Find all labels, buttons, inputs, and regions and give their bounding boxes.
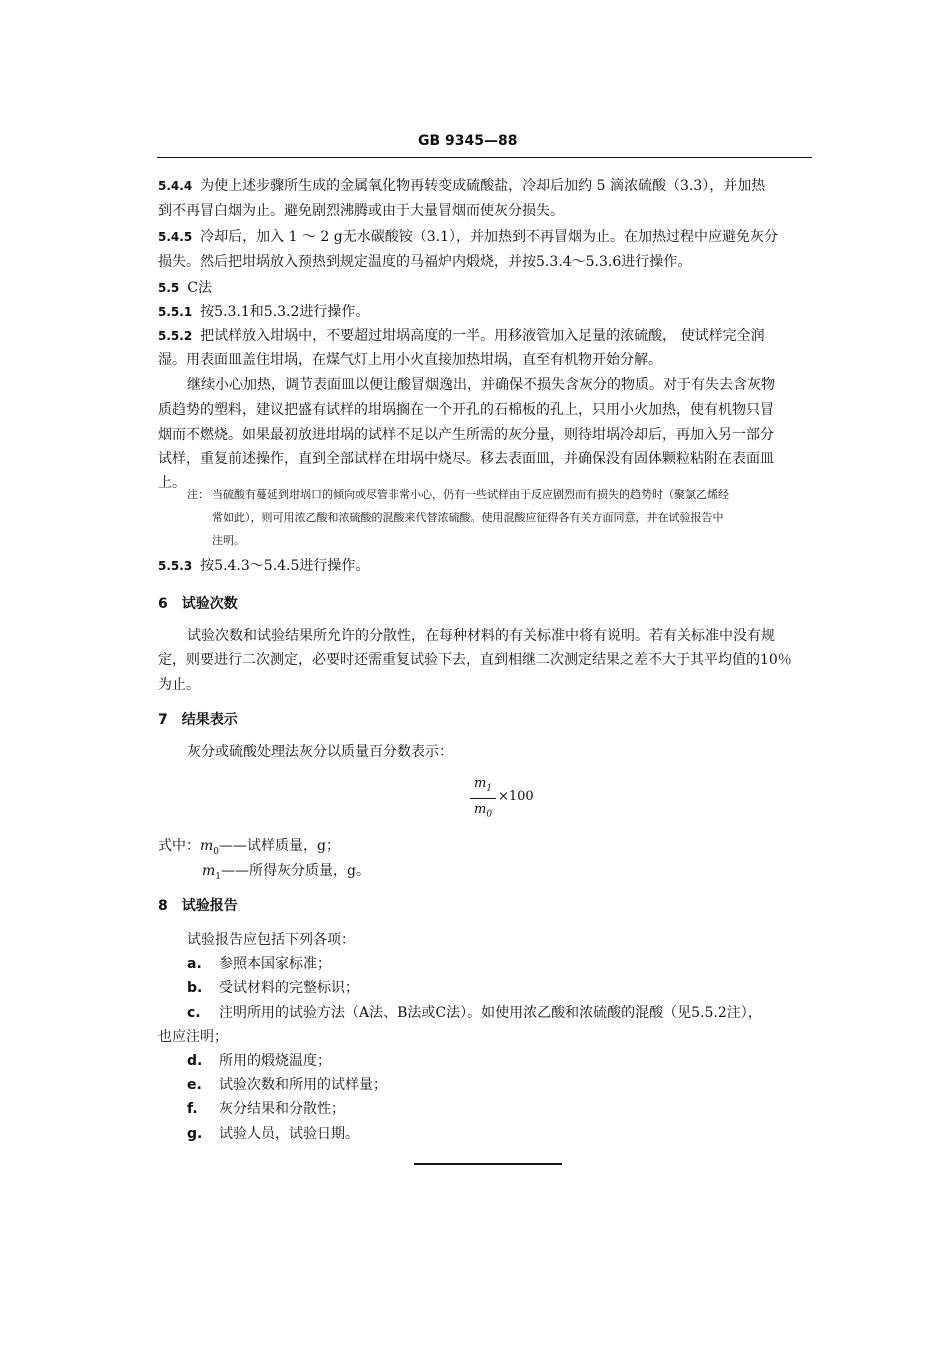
section-title: C法: [187, 280, 212, 296]
where-line-1: 式中：$m_0——$试样质量，g；: [158, 838, 340, 857]
paragraph-line: 灰分或硫酸处理法灰分以质量百分数表示：: [187, 744, 453, 760]
paragraph-line: 试验报告应包括下列各项：: [187, 932, 355, 948]
variable-description: ——所得灰分质量，g。: [221, 863, 370, 879]
formula-multiplier: ×100: [498, 789, 534, 804]
list-item: c. 注明所用的试验方法（A法、B法或C法）。如使用浓乙酸和浓硫酸的混酸（见5.5.2注），: [187, 1005, 762, 1021]
list-item: e. 试验次数和所用的试样量；: [187, 1077, 387, 1093]
section-5-5-2-line2: 湿。用表面皿盖住坩埚，在煤气灯上用小火直接加热坩埚，直至有机物开始分解。: [158, 352, 662, 368]
paragraph-line: 上。: [158, 475, 186, 491]
section-number: 6: [158, 596, 168, 612]
section-title: 试验次数: [181, 596, 238, 612]
paragraph-line: 质趋势的塑料，建议把盛有试样的坩埚搁在一个开孔的石棉板的孔上，只用小火加热，使有机物只冒: [158, 402, 774, 418]
formula-numerator: $m_1$: [474, 776, 493, 794]
section-5-5-3: [158, 556, 369, 576]
formula: [466, 776, 546, 822]
list-item: g. 试验人员，试验日期。: [187, 1126, 359, 1142]
note-label: 注：: [187, 488, 209, 501]
paragraph-line: 试样，重复前述操作，直到全部试样在坩埚中烧尽。移去表面皿，并确保没有固体颗粒粘附在表面皿: [158, 451, 774, 467]
section-number: 5.4.5: [158, 230, 193, 244]
section-number: 5.5: [158, 281, 180, 295]
section-5-4-4-line1: [158, 176, 765, 196]
section-text: 为使上述步骤所生成的金属氧化物再转变成硫酸盐，冷却后加约 5 滴浓硫酸（3.3），并加热: [200, 178, 766, 194]
fraction-bar: [470, 798, 496, 799]
section-text: 按5.4.3～5.4.5进行操作。: [200, 558, 370, 574]
section-title: 试验报告: [181, 898, 238, 914]
end-rule: [414, 1163, 562, 1165]
section-8-heading: [158, 896, 238, 916]
where-line-2: $m_1——$所得灰分质量，g。: [202, 863, 370, 882]
section-6-heading: [158, 594, 238, 614]
list-item: d. 所用的煅烧温度；: [187, 1053, 331, 1069]
section-5-5-2-line1: [158, 326, 765, 346]
section-number: 5.5.3: [158, 559, 193, 573]
section-number: 5.5.1: [158, 305, 193, 319]
paragraph-line: 烟而不燃烧。如果最初放进坩埚的试样不足以产生所需的灰分量，则待坩埚冷却后，再加入另一部分: [158, 427, 774, 443]
section-number: 7: [158, 712, 168, 728]
paragraph-line: 为止。: [158, 677, 200, 693]
section-text: 按5.3.1和5.3.2进行操作。: [200, 304, 370, 320]
formula-denominator: $m_0$: [474, 802, 493, 820]
variable: m: [202, 863, 216, 879]
section-text: 冷却后，加入 1 ～ 2 g无水碳酸铵（3.1），并加热到不再冒烟为止。在加热过程中应避免灰分: [200, 229, 779, 245]
standard-code: GB 9345—88: [418, 133, 518, 149]
note-line: 当硫酸有蔓延到坩埚口的倾向或尽管非常小心，仍有一些试样由于反应剧烈而有损失的趋势时（聚氯乙烯经: [212, 488, 729, 501]
variable: m: [200, 838, 214, 854]
section-5-4-4-line2: 到不再冒白烟为止。避免剧烈沸腾或由于大量冒烟而使灰分损失。: [158, 203, 564, 219]
section-text: 把试样放入坩埚中，不要超过坩埚高度的一半。用移液管加入足量的浓硫酸， 使试样完全润: [200, 328, 765, 344]
paragraph-line: 定，则要进行二次测定，必要时还需重复试验下去，直到相继二次测定结果之差不大于其平均值的10％: [158, 652, 792, 668]
section-5-4-5-line1: [158, 227, 778, 247]
section-5-5-heading: [158, 278, 212, 298]
section-7-heading: [158, 710, 238, 730]
section-5-5-1: [158, 302, 369, 322]
where-label: 式中：: [158, 838, 200, 854]
paragraph-line: 试验次数和试验结果所允许的分散性，在每种材料的有关标准中将有说明。若有关标准中没有规: [187, 628, 775, 644]
section-number: 5.4.4: [158, 179, 193, 193]
note-line: 常如此），则可用浓乙酸和浓硫酸的混酸来代替浓硫酸。使用混酸应征得各有关方面同意，并在试验报告中: [212, 511, 724, 524]
list-item: a. 参照本国家标准；: [187, 956, 331, 972]
section-number: 8: [158, 898, 168, 914]
section-title: 结果表示: [181, 712, 238, 728]
note-line: 注明。: [212, 534, 245, 547]
list-item: b. 受试材料的完整标识；: [187, 980, 359, 996]
variable-description: ——试样质量，g；: [219, 838, 340, 854]
list-item: f. 灰分结果和分散性；: [187, 1101, 345, 1117]
section-number: 5.5.2: [158, 329, 193, 343]
section-5-4-5-line2: 损失。然后把坩埚放入预热到规定温度的马福炉内煅烧，并按5.3.4～5.3.6进行操作。: [158, 254, 692, 270]
header-rule: [157, 157, 812, 158]
list-item-continuation: 也应注明；: [158, 1029, 228, 1045]
paragraph-line: 继续小心加热，调节表面皿以便让酸冒烟逸出，并确保不损失含灰分的物质。对于有失去含灰物: [187, 377, 775, 393]
